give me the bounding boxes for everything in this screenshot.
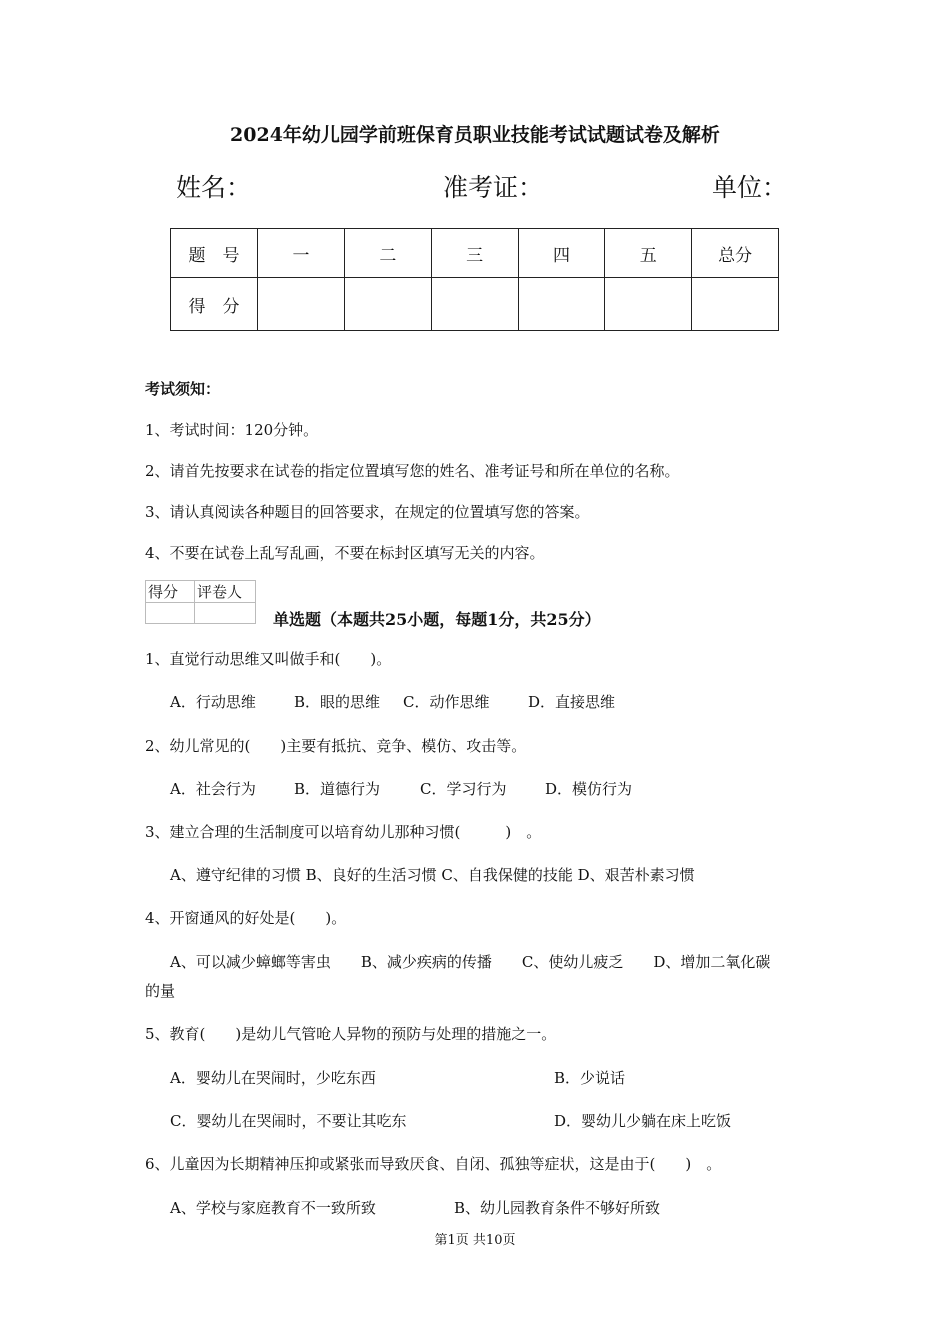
- q2-option-a: A．社会行为: [170, 780, 256, 798]
- grader-score-label: 得分: [146, 581, 195, 603]
- score-header-3: 三: [431, 229, 518, 278]
- q6-option-b: B、幼儿园教育条件不够好所致: [454, 1199, 661, 1217]
- notice-item: 3、请认真阅读各种题目的回答要求，在规定的位置填写您的答案。: [145, 503, 590, 521]
- q2-option-b: B．道德行为: [294, 780, 381, 798]
- document-title: 2024年幼儿园学前班保育员职业技能考试试题试卷及解析: [230, 124, 720, 146]
- q1-option-d: D．直接思维: [528, 693, 616, 711]
- score-table: [170, 228, 779, 331]
- score-cell-1[interactable]: [258, 278, 345, 331]
- q5-option-c: C．婴幼儿在哭闹时，不要让其吃东: [170, 1112, 407, 1130]
- grader-name-cell[interactable]: [195, 603, 256, 624]
- notice-item: 1、考试时间：120分钟。: [145, 421, 319, 439]
- question-6: 6、儿童因为长期精神压抑或紧张而导致厌食、自闭、孤独等症状，这是由于( ) 。: [145, 1155, 722, 1173]
- q6-option-a: A、学校与家庭教育不一致所致: [170, 1199, 376, 1217]
- score-cell-2[interactable]: [344, 278, 431, 331]
- question-5: 5、教育( )是幼儿气管呛人异物的预防与处理的措施之一。: [145, 1025, 557, 1043]
- grader-score-cell[interactable]: [146, 603, 195, 624]
- score-cell-3[interactable]: [431, 278, 518, 331]
- q4-options-continued: 的量: [145, 982, 176, 1000]
- unit-field-label: 单位：: [712, 173, 788, 202]
- q5-option-a: A．婴幼儿在哭闹时，少吃东西: [170, 1069, 376, 1087]
- score-header-total: 总分: [692, 229, 779, 278]
- question-4: 4、开窗通风的好处是( )。: [145, 909, 347, 927]
- score-cell-total[interactable]: [692, 278, 779, 331]
- score-header-2: 二: [344, 229, 431, 278]
- q3-options: A、遵守纪律的习惯 B、良好的生活习惯 C、自我保健的技能 D、艰苦朴素习惯: [170, 866, 695, 884]
- score-cell-5[interactable]: [605, 278, 692, 331]
- question-3: 3、建立合理的生活制度可以培育幼儿那种习惯( ) 。: [145, 823, 542, 841]
- page-footer: 第1页 共10页: [434, 1233, 516, 1248]
- q2-option-c: C．学习行为: [420, 780, 507, 798]
- q1-option-b: B．眼的思维: [294, 693, 381, 711]
- q2-option-d: D．模仿行为: [545, 780, 633, 798]
- score-cell-4[interactable]: [518, 278, 605, 331]
- score-header-label: 题 号: [171, 229, 258, 278]
- question-1: 1、直觉行动思维又叫做手和( )。: [145, 650, 392, 668]
- q4-options: A、可以减少蟑螂等害虫 B、减少疾病的传播 C、使幼儿疲乏 D、增加二氧化碳: [170, 953, 771, 971]
- exam-number-field-label: 准考证：: [443, 173, 544, 202]
- name-field-label: 姓名：: [176, 173, 252, 202]
- q5-option-d: D．婴幼儿少躺在床上吃饭: [554, 1112, 732, 1130]
- grader-table: [145, 580, 256, 624]
- score-header-1: 一: [258, 229, 345, 278]
- notice-item: 4、不要在试卷上乱写乱画，不要在标封区填写无关的内容。: [145, 544, 545, 562]
- score-header-4: 四: [518, 229, 605, 278]
- q1-option-c: C．动作思维: [403, 693, 490, 711]
- q5-option-b: B．少说话: [554, 1069, 626, 1087]
- section-title: 单选题（本题共25小题，每题1分，共25分）: [273, 610, 601, 629]
- score-row-label: 得 分: [171, 278, 258, 331]
- question-2: 2、幼儿常见的( )主要有抵抗、竞争、模仿、攻击等。: [145, 737, 527, 755]
- notice-item: 2、请首先按要求在试卷的指定位置填写您的姓名、准考证号和所在单位的名称。: [145, 462, 680, 480]
- score-table-score-row: [171, 278, 779, 331]
- score-header-5: 五: [605, 229, 692, 278]
- notice-heading: 考试须知：: [145, 380, 221, 398]
- q1-option-a: A．行动思维: [170, 693, 256, 711]
- grader-name-label: 评卷人: [195, 581, 256, 603]
- score-table-header-row: [171, 229, 779, 278]
